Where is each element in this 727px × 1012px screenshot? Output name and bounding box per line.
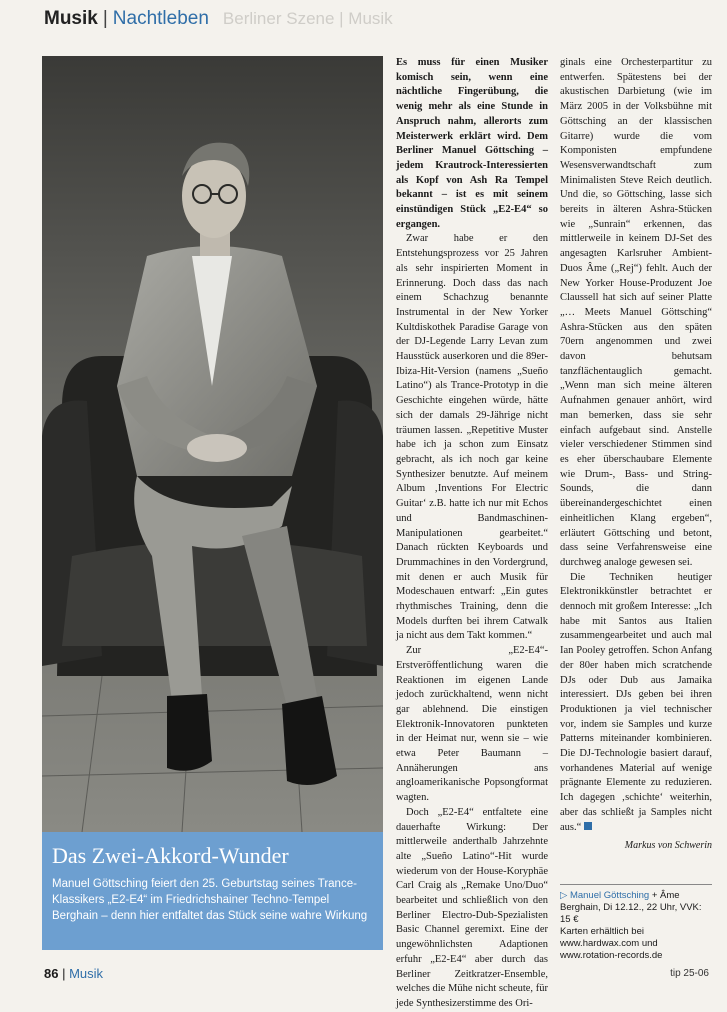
article-subheadline: Manuel Göttsching feiert den 25. Geburtstag seines Trance-Klassikers „E2-E4“ im Friedrichshainer Techno-Tempel Berghain – denn hier entfaltet das Stück seine wahre Wirkung — [52, 878, 368, 922]
caption-box — [42, 832, 383, 950]
article-column-2 — [560, 56, 712, 854]
header-separator: | — [102, 8, 108, 29]
issue-label: tip 25-06 — [670, 968, 709, 979]
section-label: Musik — [44, 8, 98, 29]
body-paragraph: ginals eine Orchesterpartitur zu entwerfen. Spätestens bei der akustischen Darbietung (wie im März 2005 in der Volksbühne mit Göttsching an der klassischen Gitarre) wurde die vom Komponisten empfundene Wesensverwandtschaft zum Minimalisten Steve Reich deutlich. Und die, so Göttsching, lasse sich bereits in älteren Ashra-Stücken wie „Sunrain“ erkennen, das mittlerweile in keinem DJ-Set des angesagten Karlsruher Ambient-Duos Âme („Rej“) fehlt. Auch der New Yorker House-Produzent Joe Claussell hat sich auf seiner Platte „… Meets Manuel Göttsching“ Ashra-Stücken aus den späten 70ern angenommen und zwei davon behutsam tanzflächentauglich gemacht. „Wenn man sich meine älteren Aufnahmen genauer anhört, wird man bemerken, dass sie sehr einfach aufgebaut sind. Anstelle vieler verschiedener Stimmen sind es eher überschaubare Elemente wie Drum-, Bass- und String-Sounds, die dann übereinandergeschichtet einen einheitlichen Klang ergeben“, erläutert Göttsching und betont, dass seine Verfahrensweise eine durchweg analoge gewesen sei. — [560, 57, 712, 568]
body-paragraph — [560, 571, 712, 836]
portrait-illustration — [42, 56, 383, 832]
subsection-label: Nachtleben — [112, 8, 209, 29]
body-paragraph-text: Die Techniken heutiger Elektronikkünstler betrachtet er dennoch mit großem Interesse: „Ich habe mit Santos aus Italien zusammengearbeitet und auch mal Ian Pooley getroffen. Schon Anfang der 80er haben mich scratchende DJs oder Dub aus Jamaika interessiert. DJs geben bei ihren Produktionen ja viel technischer vor, indem sie Samples und kurze Patterns miteinander kombinieren. Die DJ-Technologie basiert darauf, vorhandenes Material auf wenige prägnante Elemente zu reduzieren. Ich dagegen ‚schichte‘ weiterhin, aber das schließt ja Samples nicht aus.“ — [560, 571, 712, 833]
body-paragraph: Doch „E2-E4“ entfaltete eine dauerhafte Wirkung: Der mittlerweile anderthalb Jahrzehnte alte „Sueño Latino“-Hit wurde wiederum von der House-Koryphäe Carl Craig als „Remake Uno/Duo“ bearbeitet und schließlich von den Berliner Electro-Dub-Spezialisten Basic Channel geremixt. Eine der ungewöhnlichsten Adaptionen erfuhr „E2-E4“ aber durch das Berliner Zeitkratzer-Ensemble, welches die Mühe nicht scheute, für jede Synthesizerstimme des Ori- — [396, 806, 548, 1009]
lead-paragraph: Es muss für einen Musiker komisch sein, wenn eine nächtliche Fingerübung, die wenig mehr als eine Stunde in Anspruch nahm, allerorts zum Meisterwerk erklärt wird. Dem Berliner Manuel Göttsching – jedem Krautrock-Interessierten als Kopf von Ash Ra Tempel bekannt – ist es mit seinem einstündigen Stück „E2-E4“ so ergangen. — [396, 57, 548, 230]
bleed-through-text: Berliner Szene | Musik — [222, 9, 393, 28]
event-details: + Âme Berghain, Di 12.12., 22 Uhr, VVK: 15 € — [560, 890, 702, 925]
ticket-info: Karten erhältlich bei www.hardwax.com und www.rotation-records.de — [560, 926, 663, 961]
event-info-box — [560, 884, 712, 962]
body-paragraph: Zwar habe er den Entstehungsprozess vor 25 Jahren als sehr inspirierten Moment in Erinnerung. Doch dass das nach einem Schachzug benannte Instrumental in der New Yorker Kultdiskothek Paradise Garage von der DJ-Legende Larry Levan zum Hausstück auserkoren und die 89er-Ibiza-Hit-Version (namens „Sueño Latino“) als Trance-Prototyp in die Geschichte eingehen würde, hätte sich der damals 29-Jährige nicht träumen lassen. „Repetitive Muster habe ich ja schon zum Einsatz gebracht, als ich noch gar keine Synthesizer benutzte. Auf meinem Album ‚Inventions For Electric Guitar‘ z.B. hatte ich nur mit Echos und Bandmaschinen-Manipulationen gearbeitet.“ Danach rückten Keyboards und Drummachines in den Vordergrund, mit denen er auch Musik für Modeschauen entwarf: „Ein gutes rhythmisches Training, denn die Models durften bei ihrem Catwalk ja nicht aus dem Takt kommen.“ — [396, 233, 548, 642]
article-column-1 — [396, 56, 548, 1012]
end-of-article-icon — [584, 822, 592, 830]
article-headline: Das Zwei-Akkord-Wunder — [52, 843, 289, 868]
info-arrow-icon: ▷ — [560, 890, 568, 901]
footer-separator: | — [62, 966, 70, 981]
portrait-photo — [42, 56, 383, 832]
body-paragraph: Zur „E2-E4“-Erstveröffentlichung waren die Reaktionen im eigenen Lande jedoch zurückhaltend, wenn nicht gar ablehnend. Die einstigen Elektronik-Innovatoren punkteten in der Heimat nur, wenn sie – wie etwa Peter Baumann – Annäherungen ans angloamerikanische Popsongformat wagten. — [396, 645, 548, 804]
page-header — [44, 6, 393, 32]
page-number: 86 — [44, 966, 59, 981]
event-artist: Manuel Göttsching — [569, 890, 650, 901]
author-byline: Markus von Schwerin — [624, 840, 712, 852]
footer-section: Musik — [69, 966, 104, 981]
page-footer — [44, 966, 709, 986]
